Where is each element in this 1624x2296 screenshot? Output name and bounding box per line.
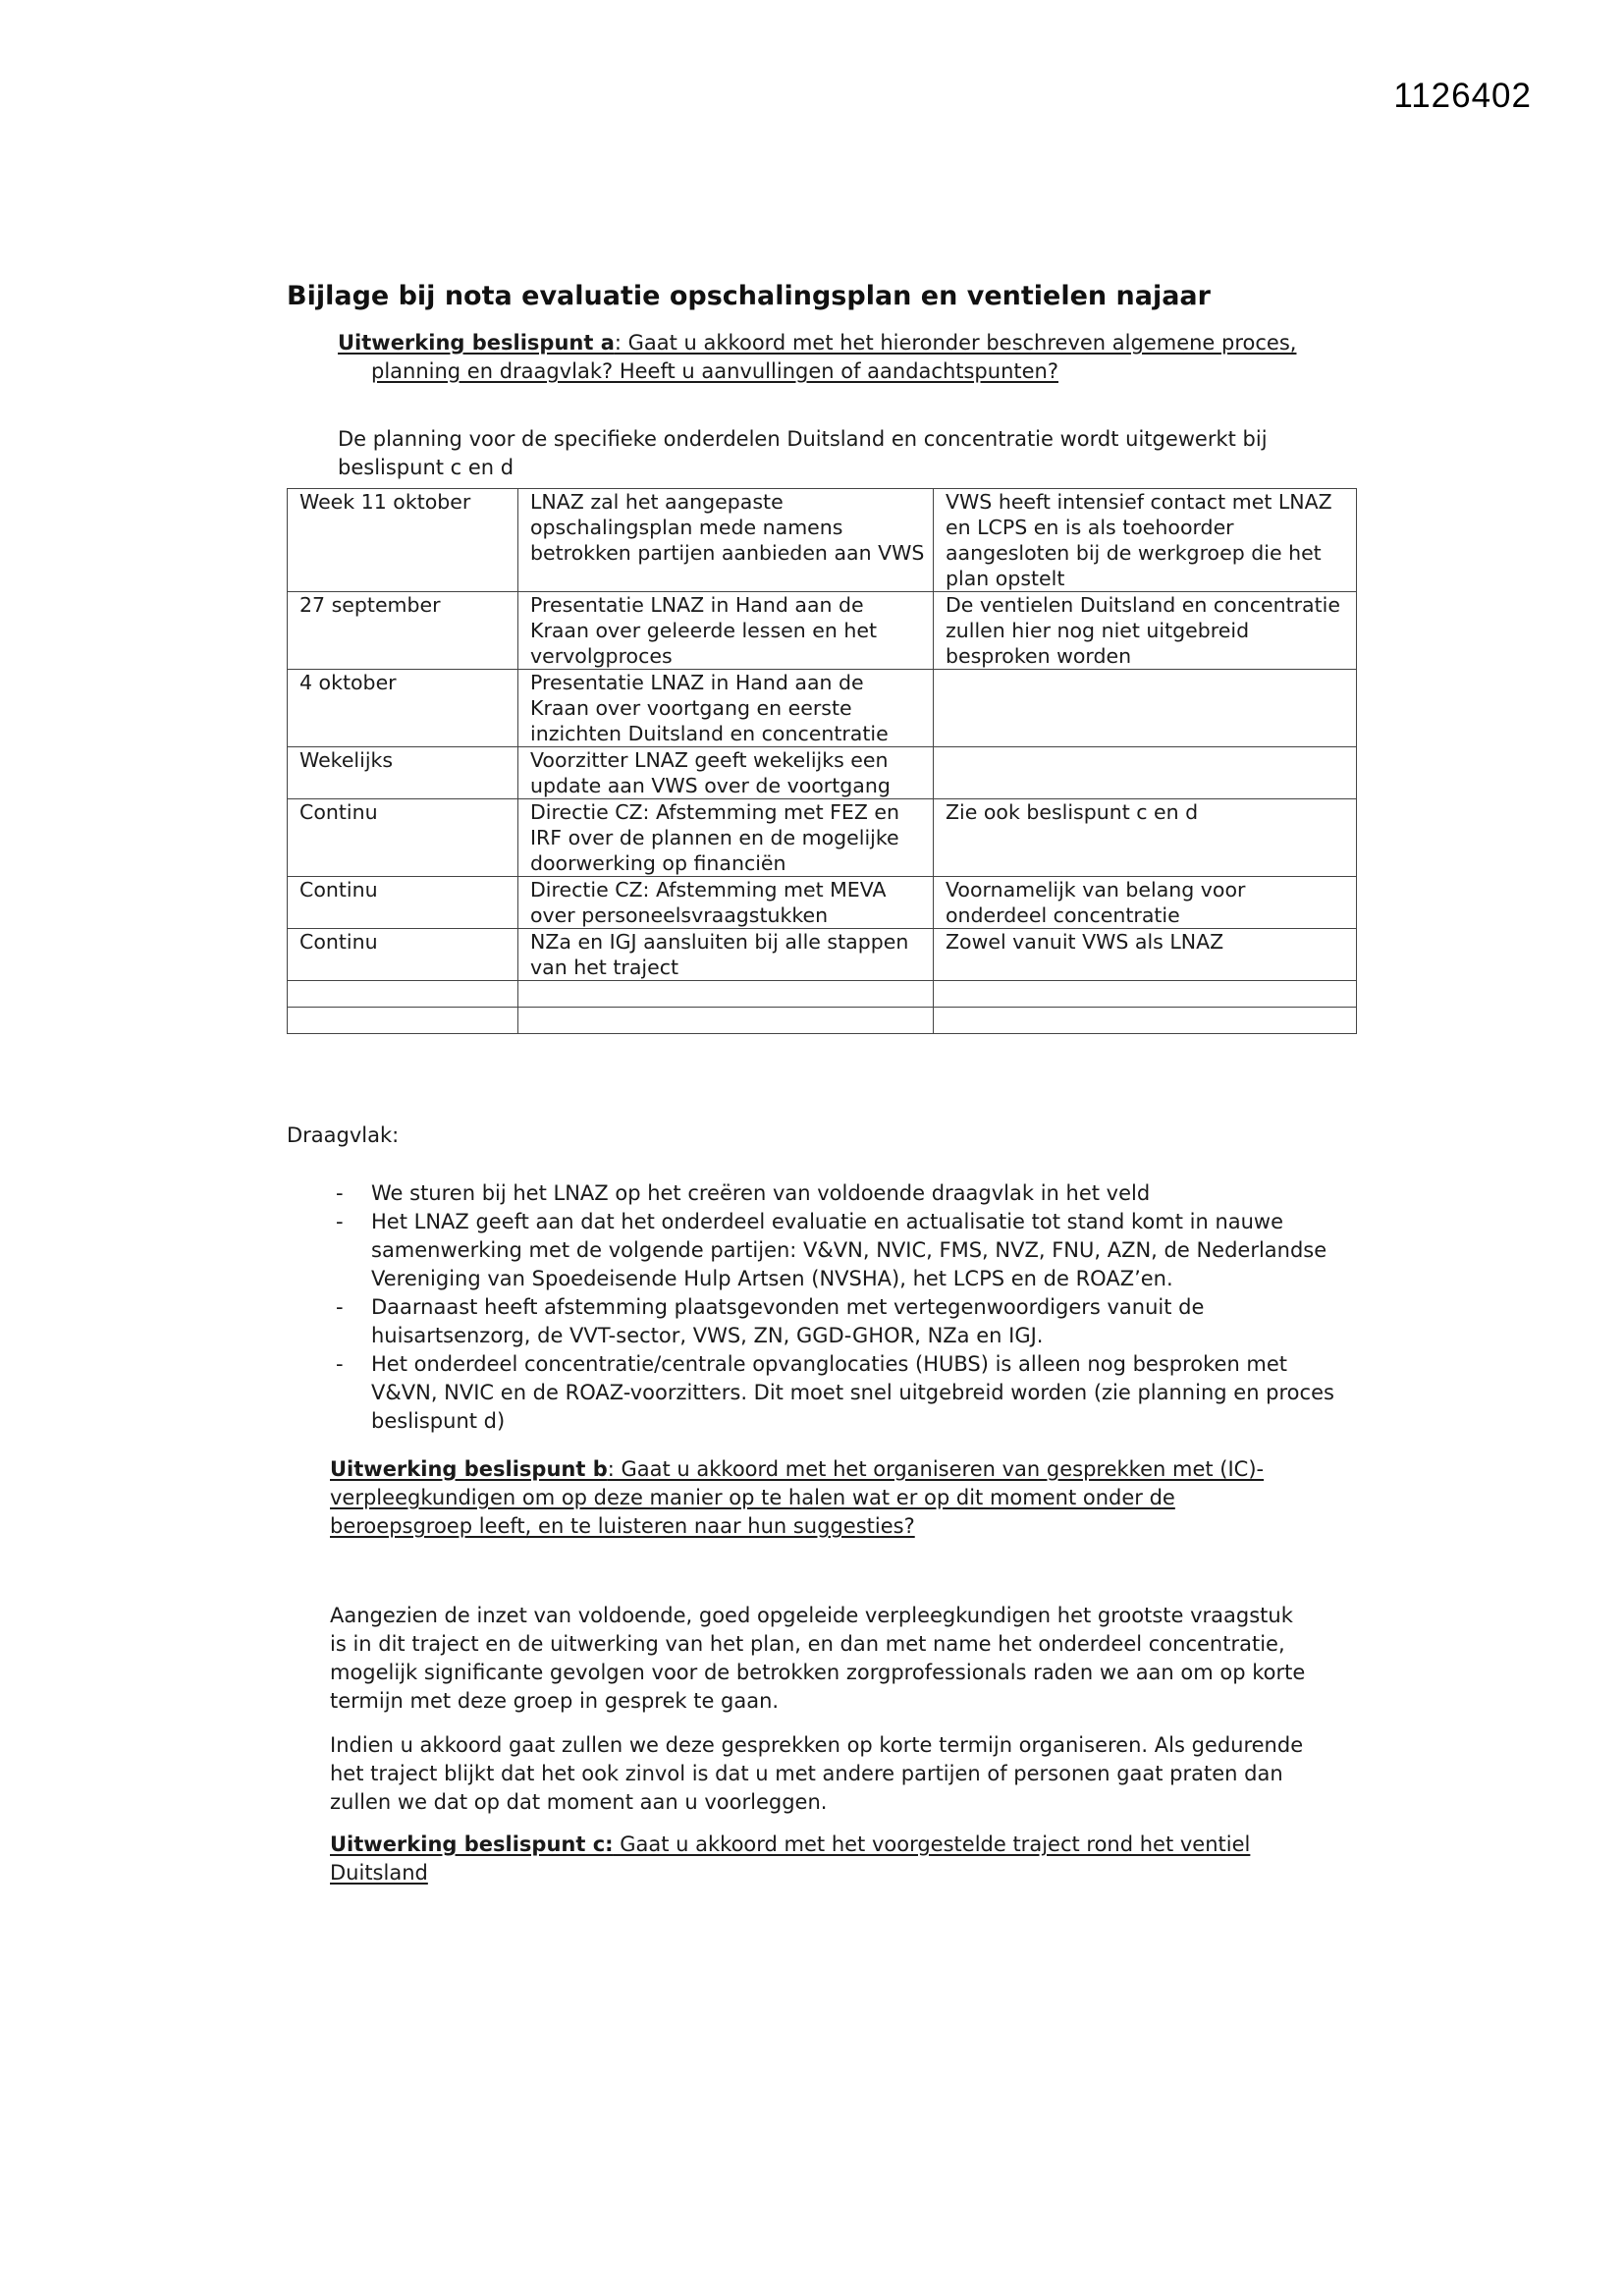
beslispunt-b-question: : Gaat u akkoord met het organiseren van gesprekken met (IC)-verpleegkundigen om op deze manier op te halen wat er op dit moment onder de beroepsgroep leeft, en te luisteren naar hun suggesties?: [330, 1457, 1265, 1538]
cell-when: Continu: [288, 799, 518, 877]
table-row: [288, 981, 1357, 1008]
cell-what: Voorzitter LNAZ geeft wekelijks een update aan VWS over de voortgang: [518, 747, 934, 799]
cell-when: 27 september: [288, 592, 518, 670]
beslispunt-c-heading: [330, 1831, 1308, 1887]
document-number: 1126402: [1393, 77, 1532, 115]
list-item: - We sturen bij het LNAZ op het creëren van voldoende draagvlak in het veld: [287, 1179, 1341, 1208]
table-row: [288, 1008, 1357, 1034]
cell-what: LNAZ zal het aangepaste opschalingsplan mede namens betrokken partijen aanbieden aan VWS: [518, 489, 934, 592]
cell-note: De ventielen Duitsland en concentratie zullen hier nog niet uitgebreid besproken worden: [934, 592, 1357, 670]
list-item: - Het onderdeel concentratie/centrale opvanglocaties (HUBS) is alleen nog besproken met V&VN, NVIC en de ROAZ-voorzitters. Dit moet snel uitgebreid worden (zie planning en proces beslispunt d): [287, 1350, 1341, 1436]
beslispunt-a-label: Uitwerking beslispunt a: [338, 331, 615, 355]
cell-note: Zowel vanuit VWS als LNAZ: [934, 929, 1357, 981]
table-row: [288, 670, 1357, 747]
cell-when: Continu: [288, 877, 518, 929]
cell-when: Continu: [288, 929, 518, 981]
table-row: [288, 489, 1357, 592]
document-title: Bijlage bij nota evaluatie opschalingsplan en ventielen najaar: [287, 281, 1211, 311]
beslispunt-a-heading: [338, 329, 1347, 386]
cell-note: [934, 981, 1357, 1008]
draagvlak-section: [287, 1121, 1367, 1436]
table-row: [288, 747, 1357, 799]
cell-note: Zie ook beslispunt c en d: [934, 799, 1357, 877]
cell-what: [518, 981, 934, 1008]
cell-note: VWS heeft intensief contact met LNAZ en LCPS en is als toehoorder aangesloten bij de werkgroep die het plan opstelt: [934, 489, 1357, 592]
draagvlak-list: [287, 1179, 1341, 1436]
cell-when: 4 oktober: [288, 670, 518, 747]
planning-table: [287, 488, 1357, 1034]
cell-note: [934, 747, 1357, 799]
beslispunt-b-heading: [330, 1455, 1308, 1541]
cell-what: [518, 1008, 934, 1034]
cell-what: NZa en IGJ aansluiten bij alle stappen van het traject: [518, 929, 934, 981]
beslispunt-c-label: Uitwerking beslispunt c:: [330, 1832, 614, 1856]
beslispunt-c-question: Gaat u akkoord met het voorgestelde traject rond het ventiel Duitsland: [330, 1832, 1251, 1885]
table-row: [288, 592, 1357, 670]
cell-what: Presentatie LNAZ in Hand aan de Kraan over geleerde lessen en het vervolgproces: [518, 592, 934, 670]
table-row: [288, 929, 1357, 981]
cell-what: Directie CZ: Afstemming met FEZ en IRF over de plannen en de mogelijke doorwerking op financiën: [518, 799, 934, 877]
cell-when: [288, 1008, 518, 1034]
cell-what: Directie CZ: Afstemming met MEVA over personeelsvraagstukken: [518, 877, 934, 929]
list-item: - Het LNAZ geeft aan dat het onderdeel evaluatie en actualisatie tot stand komt in nauwe samenwerking met de volgende partijen: V&VN, NVIC, FMS, NVZ, FNU, AZN, de Nederlandse Vereniging van Spoedeisende Hulp Artsen (NVSHA), het LCPS en de ROAZ’en.: [287, 1208, 1341, 1293]
beslispunt-b-section: [287, 1455, 1367, 1887]
table-row: [288, 799, 1357, 877]
cell-when: Week 11 oktober: [288, 489, 518, 592]
cell-note: [934, 1008, 1357, 1034]
cell-note: Voornamelijk van belang voor onderdeel concentratie: [934, 877, 1357, 929]
beslispunt-a-question: : Gaat u akkoord met het hieronder beschreven algemene proces, planning en draagvlak? Heeft u aanvullingen of aandachtspunten?: [371, 331, 1297, 383]
list-item: - Daarnaast heeft afstemming plaatsgevonden met vertegenwoordigers vanuit de huisartsenzorg, de VVT-sector, VWS, ZN, GGD-GHOR, NZa en IGJ.: [287, 1293, 1341, 1350]
paragraph-1: Aangezien de inzet van voldoende, goed opgeleide verpleegkundigen het grootste vraagstuk is in dit traject en de uitwerking van het plan, en dan met name het onderdeel concentratie, mogelijk significante gevolgen voor de betrokken zorgprofessionals raden we aan om op korte termijn met deze groep in gesprek te gaan.: [330, 1604, 1306, 1713]
planning-intro: De planning voor de specifieke onderdelen Duitsland en concentratie wordt uitgewerkt bij beslispunt c en d: [338, 427, 1268, 479]
cell-note: [934, 670, 1357, 747]
document-body: [287, 281, 1357, 1034]
cell-when: Wekelijks: [288, 747, 518, 799]
draagvlak-heading: Draagvlak:: [287, 1123, 400, 1147]
paragraph-2: Indien u akkoord gaat zullen we deze gesprekken op korte termijn organiseren. Als gedurende het traject blijkt dat het ook zinvol is dat u met andere partijen of personen gaat praten dan zullen we dat op dat moment aan u voorleggen.: [330, 1733, 1304, 1814]
cell-what: Presentatie LNAZ in Hand aan de Kraan over voortgang en eerste inzichten Duitsland en concentratie: [518, 670, 934, 747]
beslispunt-b-label: Uitwerking beslispunt b: [330, 1457, 608, 1481]
cell-when: [288, 981, 518, 1008]
table-row: [288, 877, 1357, 929]
